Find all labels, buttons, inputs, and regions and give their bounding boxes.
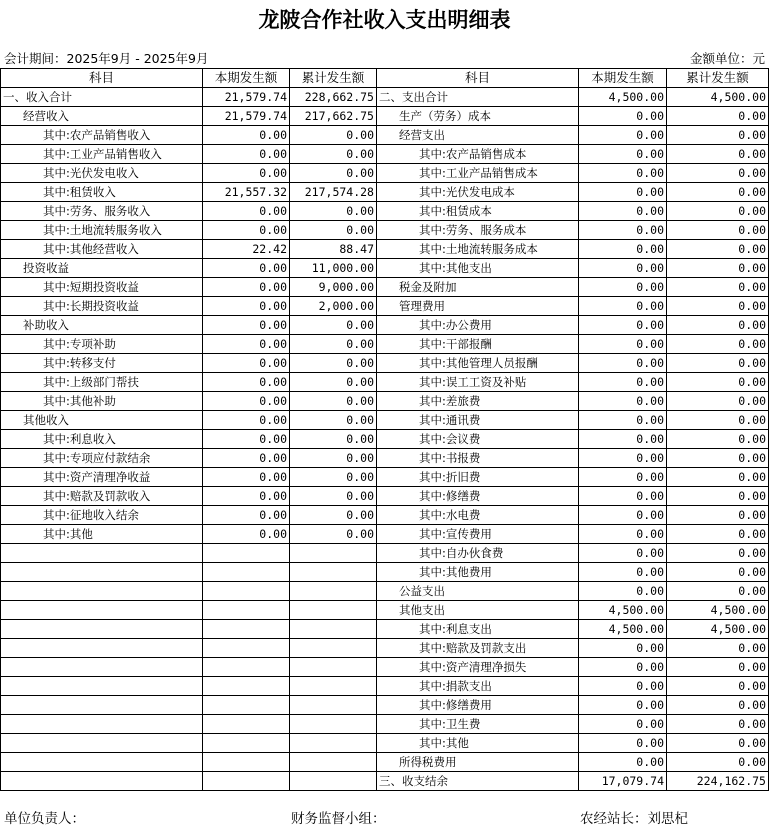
- income-cumulative-cell: 0.00: [290, 506, 377, 525]
- income-cumulative-cell: [290, 734, 377, 753]
- expense-cumulative-cell: 0.00: [667, 202, 769, 221]
- expense-current-cell: 0.00: [579, 715, 667, 734]
- expense-cumulative-cell: 0.00: [667, 449, 769, 468]
- expense-cumulative-cell: 224,162.75: [667, 772, 769, 791]
- expense-item-cell: 其中:赔款及罚款支出: [377, 639, 579, 658]
- income-item-cell: 其中:光伏发电收入: [1, 164, 203, 183]
- income-item-cell: 一、收入合计: [1, 88, 203, 107]
- table-row: [1, 126, 769, 145]
- report-title: 龙陂合作社收入支出明细表: [258, 7, 511, 32]
- table-row: [1, 392, 769, 411]
- expense-current-cell: 0.00: [579, 259, 667, 278]
- expense-current-cell: 4,500.00: [579, 620, 667, 639]
- expense-current-cell: 0.00: [579, 544, 667, 563]
- expense-item-cell: 生产（劳务）成本: [377, 107, 579, 126]
- expense-current-cell: 0.00: [579, 316, 667, 335]
- income-cumulative-cell: 217,574.28: [290, 183, 377, 202]
- expense-cumulative-cell: 0.00: [667, 354, 769, 373]
- income-current-cell: 0.00: [203, 316, 290, 335]
- table-body: [1, 69, 769, 791]
- table-row: [1, 164, 769, 183]
- table-row: [1, 696, 769, 715]
- income-current-cell: [203, 677, 290, 696]
- expense-current-cell: 0.00: [579, 373, 667, 392]
- table-row: [1, 639, 769, 658]
- unit-head-signature: 单位负责人：: [4, 811, 85, 827]
- expense-cumulative-cell: 0.00: [667, 525, 769, 544]
- expense-current-cell: 0.00: [579, 278, 667, 297]
- income-current-cell: 21,557.32: [203, 183, 290, 202]
- expense-current-cell: 0.00: [579, 354, 667, 373]
- expense-current-cell: 0.00: [579, 753, 667, 772]
- expense-item-cell: 其中:会议费: [377, 430, 579, 449]
- header-expense-cumulative: 累计发生额: [667, 69, 769, 88]
- expense-item-cell: 其中:通讯费: [377, 411, 579, 430]
- expense-cumulative-cell: 0.00: [667, 544, 769, 563]
- expense-cumulative-cell: 0.00: [667, 582, 769, 601]
- income-cumulative-cell: [290, 601, 377, 620]
- income-current-cell: 22.42: [203, 240, 290, 259]
- income-item-cell: [1, 601, 203, 620]
- income-current-cell: 0.00: [203, 354, 290, 373]
- table-row: [1, 677, 769, 696]
- expense-current-cell: 0.00: [579, 734, 667, 753]
- expense-current-cell: 0.00: [579, 639, 667, 658]
- expense-current-cell: 17,079.74: [579, 772, 667, 791]
- table-row: [1, 354, 769, 373]
- expense-current-cell: 0.00: [579, 449, 667, 468]
- table-row: [1, 107, 769, 126]
- income-item-cell: [1, 772, 203, 791]
- income-cumulative-cell: [290, 772, 377, 791]
- income-current-cell: 0.00: [203, 126, 290, 145]
- expense-cumulative-cell: 0.00: [667, 373, 769, 392]
- table-row: [1, 373, 769, 392]
- table-row: [1, 202, 769, 221]
- income-cumulative-cell: 2,000.00: [290, 297, 377, 316]
- income-item-cell: [1, 734, 203, 753]
- income-item-cell: 投资收益: [1, 259, 203, 278]
- expense-item-cell: 其中:土地流转服务成本: [377, 240, 579, 259]
- expense-current-cell: 4,500.00: [579, 601, 667, 620]
- expense-current-cell: 0.00: [579, 658, 667, 677]
- income-cumulative-cell: 0.00: [290, 335, 377, 354]
- expense-item-cell: 其中:干部报酬: [377, 335, 579, 354]
- expense-current-cell: 0.00: [579, 582, 667, 601]
- expense-item-cell: 其中:水电费: [377, 506, 579, 525]
- expense-cumulative-cell: 0.00: [667, 677, 769, 696]
- table-row: [1, 620, 769, 639]
- expense-cumulative-cell: 0.00: [667, 468, 769, 487]
- income-cumulative-cell: 0.00: [290, 430, 377, 449]
- income-cumulative-cell: 11,000.00: [290, 259, 377, 278]
- finance-team-signature: 财务监督小组：: [291, 811, 386, 827]
- income-cumulative-cell: [290, 544, 377, 563]
- table-row: [1, 221, 769, 240]
- expense-current-cell: 0.00: [579, 392, 667, 411]
- expense-item-cell: 其中:劳务、服务成本: [377, 221, 579, 240]
- income-item-cell: 其中:土地流转服务收入: [1, 221, 203, 240]
- income-item-cell: 其中:农产品销售收入: [1, 126, 203, 145]
- expense-item-cell: 二、支出合计: [377, 88, 579, 107]
- expense-item-cell: 其中:宣传费用: [377, 525, 579, 544]
- income-current-cell: 0.00: [203, 449, 290, 468]
- income-item-cell: 其中:其他经营收入: [1, 240, 203, 259]
- expense-item-cell: 其中:其他管理人员报酬: [377, 354, 579, 373]
- expense-cumulative-cell: 0.00: [667, 183, 769, 202]
- expense-item-cell: 公益支出: [377, 582, 579, 601]
- income-expense-table: [0, 68, 769, 791]
- expense-item-cell: 其中:利息支出: [377, 620, 579, 639]
- income-cumulative-cell: [290, 715, 377, 734]
- income-item-cell: 其中:短期投资收益: [1, 278, 203, 297]
- expense-item-cell: 其中:折旧费: [377, 468, 579, 487]
- expense-item-cell: 其中:修缮费用: [377, 696, 579, 715]
- expense-current-cell: 0.00: [579, 563, 667, 582]
- expense-current-cell: 0.00: [579, 468, 667, 487]
- table-row: [1, 411, 769, 430]
- table-row: [1, 715, 769, 734]
- expense-cumulative-cell: 0.00: [667, 164, 769, 183]
- income-current-cell: 0.00: [203, 487, 290, 506]
- income-current-cell: 0.00: [203, 335, 290, 354]
- income-cumulative-cell: 228,662.75: [290, 88, 377, 107]
- table-row: [1, 658, 769, 677]
- income-item-cell: 其中:劳务、服务收入: [1, 202, 203, 221]
- expense-item-cell: 其中:修缮费: [377, 487, 579, 506]
- income-item-cell: 其中:赔款及罚款收入: [1, 487, 203, 506]
- expense-cumulative-cell: 0.00: [667, 487, 769, 506]
- income-current-cell: 0.00: [203, 259, 290, 278]
- expense-current-cell: 4,500.00: [579, 88, 667, 107]
- income-current-cell: 0.00: [203, 297, 290, 316]
- expense-item-cell: 其中:卫生费: [377, 715, 579, 734]
- table-row: [1, 430, 769, 449]
- income-cumulative-cell: 0.00: [290, 202, 377, 221]
- table-row: [1, 449, 769, 468]
- income-cumulative-cell: 88.47: [290, 240, 377, 259]
- expense-current-cell: 0.00: [579, 525, 667, 544]
- income-current-cell: [203, 734, 290, 753]
- expense-item-cell: 其中:租赁成本: [377, 202, 579, 221]
- income-cumulative-cell: [290, 753, 377, 772]
- expense-item-cell: 税金及附加: [377, 278, 579, 297]
- expense-cumulative-cell: 0.00: [667, 753, 769, 772]
- income-cumulative-cell: 217,662.75: [290, 107, 377, 126]
- income-cumulative-cell: [290, 677, 377, 696]
- income-current-cell: 0.00: [203, 430, 290, 449]
- table-row: [1, 183, 769, 202]
- expense-cumulative-cell: 0.00: [667, 506, 769, 525]
- expense-current-cell: 0.00: [579, 506, 667, 525]
- currency-unit: 金额单位：元: [689, 51, 765, 66]
- expense-cumulative-cell: 0.00: [667, 145, 769, 164]
- income-item-cell: 其中:专项应付款结余: [1, 449, 203, 468]
- income-cumulative-cell: 0.00: [290, 468, 377, 487]
- expense-current-cell: 0.00: [579, 164, 667, 183]
- expense-item-cell: 其中:工业产品销售成本: [377, 164, 579, 183]
- table-row: [1, 468, 769, 487]
- income-cumulative-cell: 0.00: [290, 411, 377, 430]
- income-item-cell: [1, 753, 203, 772]
- income-cumulative-cell: 0.00: [290, 126, 377, 145]
- expense-item-cell: 其中:办公费用: [377, 316, 579, 335]
- expense-current-cell: 0.00: [579, 335, 667, 354]
- expense-item-cell: 其中:农产品销售成本: [377, 145, 579, 164]
- expense-current-cell: 0.00: [579, 240, 667, 259]
- expense-cumulative-cell: 4,500.00: [667, 88, 769, 107]
- income-cumulative-cell: [290, 620, 377, 639]
- income-current-cell: 0.00: [203, 221, 290, 240]
- income-current-cell: [203, 620, 290, 639]
- income-current-cell: [203, 582, 290, 601]
- table-row: [1, 240, 769, 259]
- income-cumulative-cell: [290, 658, 377, 677]
- expense-item-cell: 其中:捐款支出: [377, 677, 579, 696]
- income-item-cell: [1, 677, 203, 696]
- income-current-cell: [203, 601, 290, 620]
- income-current-cell: 0.00: [203, 468, 290, 487]
- income-item-cell: [1, 544, 203, 563]
- income-current-cell: [203, 753, 290, 772]
- income-current-cell: 0.00: [203, 202, 290, 221]
- expense-cumulative-cell: 0.00: [667, 126, 769, 145]
- expense-current-cell: 0.00: [579, 221, 667, 240]
- income-cumulative-cell: 0.00: [290, 373, 377, 392]
- expense-cumulative-cell: 4,500.00: [667, 620, 769, 639]
- table-row: [1, 525, 769, 544]
- table-row: [1, 278, 769, 297]
- expense-cumulative-cell: 0.00: [667, 259, 769, 278]
- expense-item-cell: 其中:差旅费: [377, 392, 579, 411]
- table-row: [1, 297, 769, 316]
- table-row: [1, 734, 769, 753]
- expense-current-cell: 0.00: [579, 202, 667, 221]
- expense-cumulative-cell: 0.00: [667, 734, 769, 753]
- income-cumulative-cell: [290, 696, 377, 715]
- income-current-cell: 0.00: [203, 373, 290, 392]
- expense-cumulative-cell: 0.00: [667, 107, 769, 126]
- table-row: [1, 753, 769, 772]
- income-item-cell: 其中:资产清理净收益: [1, 468, 203, 487]
- expense-current-cell: 0.00: [579, 696, 667, 715]
- header-income-item: 科目: [1, 69, 203, 88]
- expense-cumulative-cell: 0.00: [667, 658, 769, 677]
- table-row: [1, 259, 769, 278]
- expense-current-cell: 0.00: [579, 145, 667, 164]
- income-item-cell: 其中:转移支付: [1, 354, 203, 373]
- expense-current-cell: 0.00: [579, 183, 667, 202]
- income-current-cell: 0.00: [203, 525, 290, 544]
- income-item-cell: [1, 658, 203, 677]
- header-expense-current: 本期发生额: [579, 69, 667, 88]
- income-current-cell: 21,579.74: [203, 88, 290, 107]
- income-item-cell: 其中:专项补助: [1, 335, 203, 354]
- income-cumulative-cell: 0.00: [290, 145, 377, 164]
- income-item-cell: 其中:征地收入结余: [1, 506, 203, 525]
- income-item-cell: 其中:其他补助: [1, 392, 203, 411]
- expense-current-cell: 0.00: [579, 126, 667, 145]
- income-item-cell: [1, 582, 203, 601]
- income-cumulative-cell: 0.00: [290, 487, 377, 506]
- income-item-cell: 经营收入: [1, 107, 203, 126]
- income-cumulative-cell: 0.00: [290, 392, 377, 411]
- income-item-cell: [1, 696, 203, 715]
- table-header-row: [1, 69, 769, 88]
- expense-cumulative-cell: 0.00: [667, 715, 769, 734]
- expense-current-cell: 0.00: [579, 487, 667, 506]
- income-item-cell: 其中:上级部门帮扶: [1, 373, 203, 392]
- expense-item-cell: 三、收支结余: [377, 772, 579, 791]
- table-row: [1, 487, 769, 506]
- income-item-cell: [1, 563, 203, 582]
- income-item-cell: 其中:利息收入: [1, 430, 203, 449]
- income-current-cell: 0.00: [203, 392, 290, 411]
- table-row: [1, 582, 769, 601]
- expense-item-cell: 其中:其他费用: [377, 563, 579, 582]
- table-row: [1, 563, 769, 582]
- expense-cumulative-cell: 4,500.00: [667, 601, 769, 620]
- expense-cumulative-cell: 0.00: [667, 297, 769, 316]
- income-current-cell: [203, 658, 290, 677]
- station-head-signature: 农经站长：刘思杞: [580, 811, 688, 827]
- expense-cumulative-cell: 0.00: [667, 240, 769, 259]
- expense-current-cell: 0.00: [579, 107, 667, 126]
- income-cumulative-cell: [290, 563, 377, 582]
- expense-item-cell: 其中:书报费: [377, 449, 579, 468]
- expense-cumulative-cell: 0.00: [667, 335, 769, 354]
- income-item-cell: [1, 715, 203, 734]
- expense-current-cell: 0.00: [579, 411, 667, 430]
- expense-cumulative-cell: 0.00: [667, 316, 769, 335]
- income-cumulative-cell: 0.00: [290, 525, 377, 544]
- expense-item-cell: 其中:光伏发电成本: [377, 183, 579, 202]
- income-cumulative-cell: 0.00: [290, 316, 377, 335]
- expense-cumulative-cell: 0.00: [667, 563, 769, 582]
- income-cumulative-cell: [290, 582, 377, 601]
- income-current-cell: 0.00: [203, 506, 290, 525]
- table-row: [1, 772, 769, 791]
- income-current-cell: 0.00: [203, 164, 290, 183]
- income-cumulative-cell: 0.00: [290, 354, 377, 373]
- income-current-cell: [203, 696, 290, 715]
- table-row: [1, 506, 769, 525]
- expense-item-cell: 所得税费用: [377, 753, 579, 772]
- expense-item-cell: 经营支出: [377, 126, 579, 145]
- income-item-cell: 其中:长期投资收益: [1, 297, 203, 316]
- expense-current-cell: 0.00: [579, 297, 667, 316]
- income-current-cell: [203, 563, 290, 582]
- expense-item-cell: 其中:自办伙食费: [377, 544, 579, 563]
- income-current-cell: [203, 639, 290, 658]
- income-current-cell: 0.00: [203, 411, 290, 430]
- expense-cumulative-cell: 0.00: [667, 411, 769, 430]
- expense-cumulative-cell: 0.00: [667, 639, 769, 658]
- income-item-cell: 补助收入: [1, 316, 203, 335]
- expense-current-cell: 0.00: [579, 677, 667, 696]
- table-row: [1, 335, 769, 354]
- income-item-cell: 其中:租赁收入: [1, 183, 203, 202]
- income-item-cell: 其中:工业产品销售收入: [1, 145, 203, 164]
- expense-item-cell: 其他支出: [377, 601, 579, 620]
- income-current-cell: [203, 715, 290, 734]
- expense-item-cell: 其中:其他支出: [377, 259, 579, 278]
- income-cumulative-cell: 0.00: [290, 221, 377, 240]
- income-cumulative-cell: 0.00: [290, 449, 377, 468]
- table-row: [1, 316, 769, 335]
- table-row: [1, 145, 769, 164]
- header-expense-item: 科目: [377, 69, 579, 88]
- income-current-cell: [203, 772, 290, 791]
- income-current-cell: 0.00: [203, 145, 290, 164]
- expense-item-cell: 其中:其他: [377, 734, 579, 753]
- table-row: [1, 544, 769, 563]
- income-cumulative-cell: 0.00: [290, 164, 377, 183]
- expense-current-cell: 0.00: [579, 430, 667, 449]
- income-cumulative-cell: 9,000.00: [290, 278, 377, 297]
- expense-cumulative-cell: 0.00: [667, 696, 769, 715]
- income-cumulative-cell: [290, 639, 377, 658]
- expense-cumulative-cell: 0.00: [667, 278, 769, 297]
- income-item-cell: [1, 620, 203, 639]
- income-item-cell: 其中:其他: [1, 525, 203, 544]
- expense-cumulative-cell: 0.00: [667, 221, 769, 240]
- expense-item-cell: 其中:资产清理净损失: [377, 658, 579, 677]
- accounting-period: 会计期间：2025年9月 - 2025年9月: [4, 51, 209, 66]
- income-item-cell: [1, 639, 203, 658]
- expense-cumulative-cell: 0.00: [667, 392, 769, 411]
- income-current-cell: 21,579.74: [203, 107, 290, 126]
- expense-cumulative-cell: 0.00: [667, 430, 769, 449]
- table-row: [1, 88, 769, 107]
- expense-item-cell: 其中:误工工资及补贴: [377, 373, 579, 392]
- header-income-current: 本期发生额: [203, 69, 290, 88]
- income-current-cell: [203, 544, 290, 563]
- table-row: [1, 601, 769, 620]
- header-income-cumulative: 累计发生额: [290, 69, 377, 88]
- income-item-cell: 其他收入: [1, 411, 203, 430]
- expense-item-cell: 管理费用: [377, 297, 579, 316]
- income-current-cell: 0.00: [203, 278, 290, 297]
